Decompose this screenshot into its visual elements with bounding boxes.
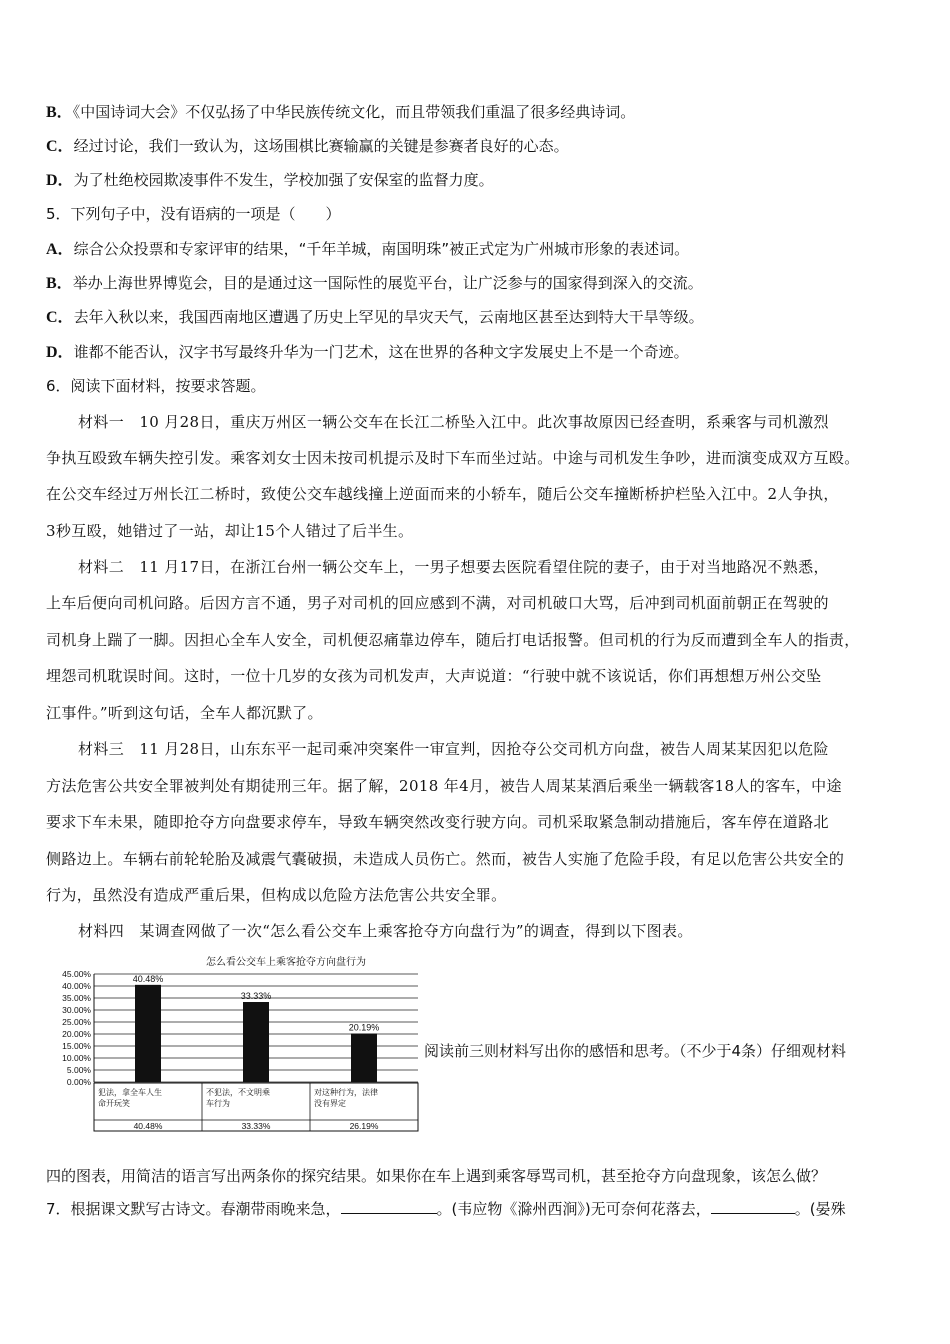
q5-option-a <box>46 238 920 261</box>
option-text: 《中国诗词大会》不仅弘扬了中华民族传统文化，而且带领我们重温了很多经典诗词。 <box>72 103 636 121</box>
material-1-line: 3秒互殴，她错过了一站，却让15个人错过了后半生。 <box>46 522 414 540</box>
material-2-line: 司机身上踹了一脚。因担心全车人安全，司机便忍痛靠边停车，随后打电话报警。但司机的行为反而遭到全车人的指责， <box>46 631 860 649</box>
chart-title: 怎么看公交车上乘客抢夺方向盘行为 <box>206 957 366 968</box>
category-label: 不犯法，不文明乘车行为 <box>206 1088 270 1108</box>
q6-task-side-text: 阅读前三则材料写出你的感悟和思考。（不少于4条）仔细观材料 <box>424 1042 847 1060</box>
y-tick-label: 5.00% <box>66 1065 91 1075</box>
option-letter: A． <box>46 241 74 258</box>
option-text: 去年入秋以来，我国西南地区遭遇了历史上罕见的旱灾天气，云南地区甚至达到特大干旱等级。 <box>73 308 704 326</box>
bar <box>351 1034 377 1082</box>
bar-value-label: 40.48% <box>132 973 164 984</box>
option-letter: B． <box>46 104 73 121</box>
table-value: 26.19% <box>349 1121 379 1131</box>
material-3-line: 侧路边上。车辆右前轮轮胎及减震气囊破损，未造成人员伤亡。然而，被告人实施了危险手段，有足以危害公共安全的 <box>46 850 845 868</box>
y-tick-label: 20.00% <box>62 1029 91 1039</box>
q7-text-2: 。(韦应物《滁州西涧》)无可奈何花落去， <box>436 1200 711 1218</box>
option-text: 经过讨论，我们一致认为，这场围棋比赛输赢的关键是参赛者良好的心态。 <box>73 137 569 155</box>
material-1-line: 材料一 10 月28日，重庆万州区一辆公交车在长江二桥坠入江中。此次事故原因已经查明，系乘客与司机激烈 <box>78 413 829 431</box>
y-tick-label: 10.00% <box>62 1053 91 1063</box>
q4-option-d <box>46 169 920 192</box>
y-tick-label: 15.00% <box>62 1041 91 1051</box>
material-3-line: 方法危害公共安全罪被判处有期徒刑三年。据了解，2018 年4月，被告人周某某酒后乘坐一辆载客18人的客车，中途 <box>46 777 842 795</box>
option-text: 谁都不能否认，汉字书写最终升华为一门艺术，这在世界的各种文字发展史上不是一个奇迹。 <box>73 343 689 361</box>
material-1-line: 在公交车经过万州长江二桥时，致使公交车越线撞上逆面而来的小轿车，随后公交车撞断桥护栏坠入江中。2人争执， <box>46 485 839 503</box>
material-2-line: 江事件。”听到这句话，全车人都沉默了。 <box>46 704 323 722</box>
q7-text-1: 7．根据课文默写古诗文。春潮带雨晚来急， <box>46 1200 341 1218</box>
q5-option-b <box>46 272 920 295</box>
q5-option-c <box>46 306 920 329</box>
table-value: 40.48% <box>133 1121 163 1131</box>
material-3-line: 材料三 11 月28日，山东东平一起司乘冲突案件一审宣判，因抢夺公交司机方向盘，被告人周某某因犯以危险 <box>78 740 829 758</box>
material-1-line: 争执互殴致车辆失控引发。乘客刘女士因未按司机提示及时下车而坐过站。中途与司机发生争吵，进而演变成双方互殴。 <box>46 449 860 467</box>
material-3-line: 要求下车未果，随即抢夺方向盘要求停车，导致车辆突然改变行驶方向。司机采取紧急制动措施后，客车停在道路北 <box>46 813 829 831</box>
material-4-line: 材料四 某调查网做了一次“怎么看公交车上乘客抢夺方向盘行为”的调查，得到以下图表。 <box>78 922 693 940</box>
category-label: 犯法，拿全车人生命开玩笑 <box>98 1088 162 1108</box>
material-2-line: 上车后便向司机问路。后因方言不通，男子对司机的回应感到不满，对司机破口大骂，后冲到司机面前朝正在驾驶的 <box>46 594 829 612</box>
option-text: 综合公众投票和专家评审的结果，“千年羊城，南国明珠”被正式定为广州城市形象的表述词。 <box>73 240 690 258</box>
q7-stem <box>46 1198 920 1220</box>
y-tick-label: 40.00% <box>62 981 91 991</box>
option-letter: D． <box>46 172 74 189</box>
y-tick-label: 30.00% <box>62 1005 91 1015</box>
option-letter: C． <box>46 138 74 155</box>
y-tick-label: 0.00% <box>66 1077 91 1087</box>
y-tick-label: 25.00% <box>62 1017 91 1027</box>
y-tick-label: 45.00% <box>62 969 91 979</box>
option-letter: D． <box>46 344 74 361</box>
option-text: 为了杜绝校园欺凌事件不发生，学校加强了安保室的监督力度。 <box>73 171 494 189</box>
q6-stem: 6．阅读下面材料，按要求答题。 <box>46 377 266 395</box>
survey-bar-chart <box>56 952 426 1138</box>
chart-data-table <box>94 1083 418 1131</box>
material-2-line: 埋怨司机耽误时间。这时，一位十几岁的女孩为司机发声，大声说道：“行驶中就不该说话，你们再想想万州公交坠 <box>46 667 822 685</box>
bar-value-label: 20.19% <box>348 1022 380 1033</box>
q7-answer-blank-1[interactable] <box>341 1199 437 1214</box>
q5-stem: 5．下列句子中，没有语病的一项是（ ） <box>46 205 341 223</box>
q4-option-b <box>46 101 920 124</box>
q7-answer-blank-2[interactable] <box>711 1199 795 1214</box>
bar <box>243 1002 269 1082</box>
option-text: 举办上海世界博览会，目的是通过这一国际性的展览平台，让广泛参与的国家得到深入的交流。 <box>72 274 703 292</box>
option-letter: C． <box>46 309 74 326</box>
bar <box>135 985 161 1082</box>
bar-value-label: 33.33% <box>240 991 272 1002</box>
chart-y-ticks <box>62 969 91 1087</box>
q4-option-c <box>46 135 920 158</box>
option-letter: B． <box>46 275 73 292</box>
material-2-line: 材料二 11 月17日，在浙江台州一辆公交车上，一男子想要去医院看望住院的妻子，由于对当地路况不熟悉， <box>78 558 829 576</box>
table-value: 33.33% <box>241 1121 271 1131</box>
q7-text-3: 。(晏殊 <box>794 1200 846 1218</box>
category-label: 对这种行为，法律没有界定 <box>314 1088 378 1108</box>
y-tick-label: 35.00% <box>62 993 91 1003</box>
q5-option-d <box>46 341 920 364</box>
material-3-line: 行为，虽然没有造成严重后果，但构成以危险方法危害公共安全罪。 <box>46 886 507 904</box>
q6-task-text: 四的图表，用简洁的语言写出两条你的探究结果。如果你在车上遇到乘客辱骂司机，甚至抢夺方向盘现象，该怎么做？ <box>46 1167 827 1185</box>
